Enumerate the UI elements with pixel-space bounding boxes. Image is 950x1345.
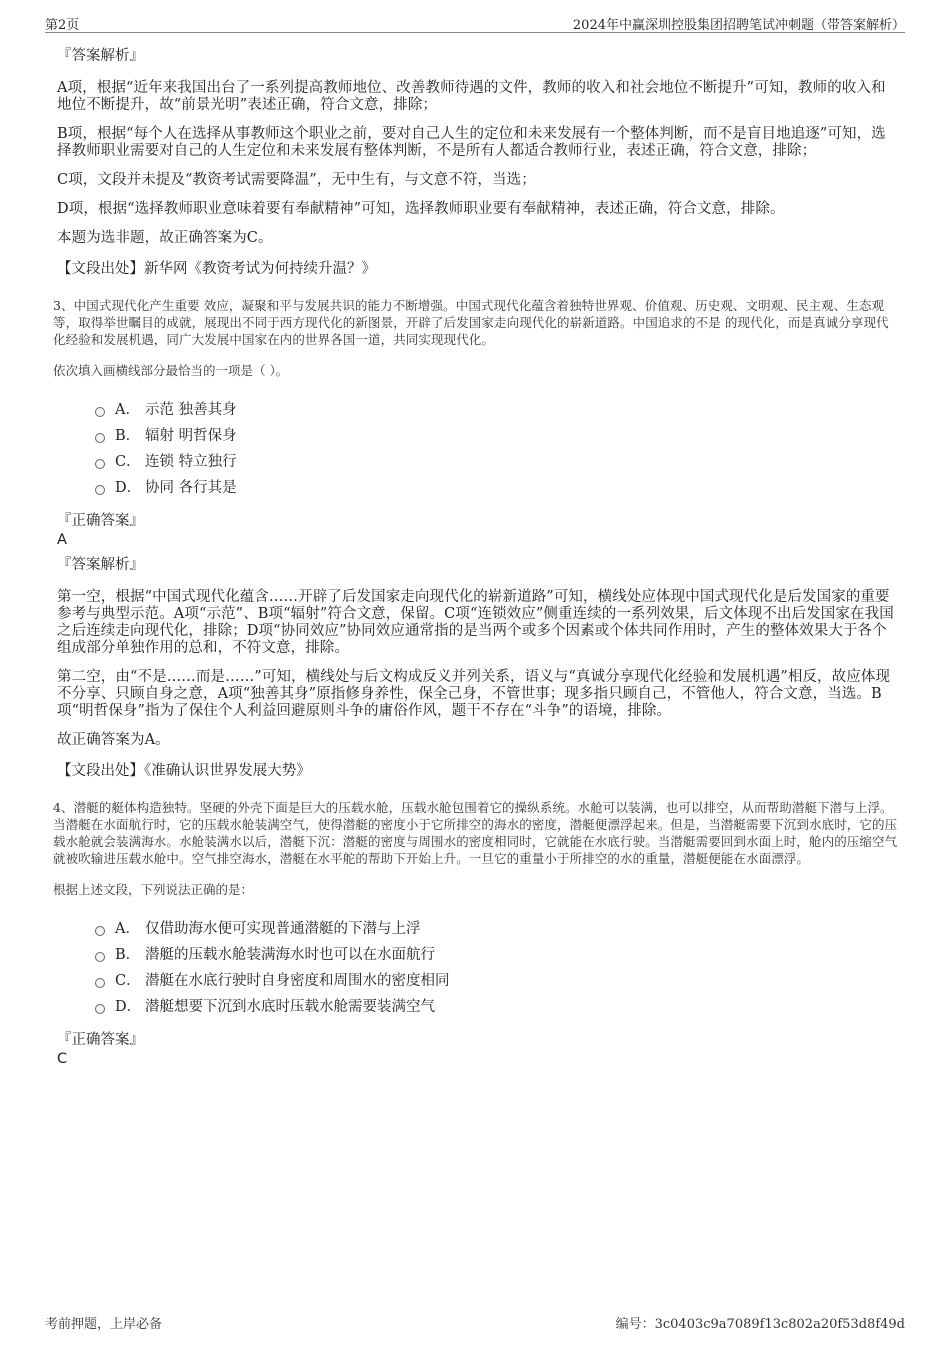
q3-prompt: 依次填入画横线部分最恰当的一项是（ ）。 <box>53 363 289 378</box>
radio-icon[interactable] <box>95 407 105 417</box>
q3-option-d[interactable] <box>95 475 895 501</box>
option-letter: B． <box>115 428 141 444</box>
q4-correct-answer: C <box>57 1051 68 1067</box>
q4-prompt: 根据上述文段，下列说法正确的是： <box>53 882 254 897</box>
option-letter: A． <box>115 921 140 937</box>
option-letter: B． <box>115 947 141 963</box>
q3-analysis-para: 第一空，根据“中国式现代化蕴含……开辟了后发国家走向现代化的崭新道路”可知，横线处应体现中国式现代化是后发国家的重要参考与典型示范。A项“示范”、B项“辐射”符合文意，保留。C项“连锁效应”侧重连续的一系列效果，后文体现不出后发国家在我国之后连续走向现代化，排除；D项“协同效应”协同效应通常指的是当两个或多个因素或个体共同作用时，产生的整体效果大于各个组成部分单独作用的总和，不符文意，排除。 <box>57 589 894 656</box>
option-text: 示范 独善其身 <box>145 402 237 418</box>
q4-option-b[interactable] <box>95 942 895 968</box>
q4-option-a[interactable] <box>95 916 895 942</box>
radio-icon[interactable] <box>95 978 105 988</box>
q2-conclusion: 本题为选非题，故正确答案为C。 <box>57 230 273 246</box>
page-footer <box>45 1311 905 1333</box>
option-text: 潜艇想要下沉到水底时压载水舱需要装满空气 <box>145 999 435 1015</box>
q2-analysis-para: C项，文段并未提及“教资考试需要降温”，无中生有，与文意不符，当选； <box>57 172 536 188</box>
q4-option-c[interactable] <box>95 968 895 994</box>
option-letter: C． <box>115 973 141 989</box>
page-number: 第2页 <box>45 18 80 33</box>
page-content <box>53 46 898 1074</box>
q3-analysis-label: 『答案解析』 <box>57 557 144 573</box>
option-letter: D． <box>115 480 142 496</box>
radio-icon[interactable] <box>95 952 105 962</box>
q3-source: 【文段出处】《准确认识世界发展大势》 <box>57 763 311 779</box>
q3-conclusion: 故正确答案为A。 <box>57 732 170 748</box>
q2-analysis-para: A项，根据“近年来我国出台了一系列提高教师地位、改善教师待遇的文件，教师的收入和社会地位不断提升”可知，教师的收入和地位不断提升，故“前景光明”表述正确，符合文意，排除； <box>57 80 886 113</box>
option-text: 协同 各行其是 <box>145 480 237 496</box>
option-text: 辐射 明哲保身 <box>145 428 237 444</box>
option-letter: A． <box>115 402 140 418</box>
q3-analysis-para: 第二空，由“不是……而是……”可知，横线处与后文构成反义并列关系，语义与“真诚分享现代化经验和发展机遇”相反，故应体现不分享、只顾自身之意，A项“独善其身”原指修身养性，保全己身，不管世事；现多指只顾自己，不管他人，符合文意，当选。B项“明哲保身”指为了保住个人利益回避原则斗争的庸俗作风，题干不存在“斗争”的语境，排除。 <box>57 669 891 719</box>
q3-option-a[interactable] <box>95 397 895 423</box>
q2-analysis-label: 『答案解析』 <box>57 48 144 64</box>
q4-option-d[interactable] <box>95 994 895 1020</box>
option-letter: C． <box>115 454 141 470</box>
q3-options <box>95 397 895 501</box>
q2-source: 【文段出处】新华网《教资考试为何持续升温？》 <box>57 261 376 277</box>
q3-correct-answer: A <box>57 532 67 548</box>
option-text: 潜艇在水底行驶时自身密度和周围水的密度相同 <box>145 973 450 989</box>
option-text: 潜艇的压载水舱装满海水时也可以在水面航行 <box>145 947 435 963</box>
q3-correct-label: 『正确答案』 <box>57 513 144 529</box>
radio-icon[interactable] <box>95 1004 105 1014</box>
page-header <box>45 12 905 33</box>
option-text: 仅借助海水便可实现普通潜艇的下潜与上浮 <box>145 921 421 937</box>
q4-options <box>95 916 895 1020</box>
q3-option-b[interactable] <box>95 423 895 449</box>
q3-option-c[interactable] <box>95 449 895 475</box>
radio-icon[interactable] <box>95 485 105 495</box>
q2-analysis-para: D项，根据“选择教师职业意味着要有奉献精神”可知，选择教师职业要有奉献精神，表述正确，符合文意，排除。 <box>57 201 785 217</box>
footer-slogan: 考前押题，上岸必备 <box>45 1317 163 1332</box>
document-id: 编号：3c0403c9a7089f13c802a20f53d8f49d <box>615 1317 905 1332</box>
radio-icon[interactable] <box>95 433 105 443</box>
q4-correct-label: 『正确答案』 <box>57 1032 144 1048</box>
q4-question-text: 4、潜艇的艇体构造独特。坚硬的外壳下面是巨大的压载水舱，压载水舱包围着它的操纵系统。水舱可以装满，也可以排空，从而帮助潜艇下潜与上浮。当潜艇在水面航行时，它的压载水舱装满空气，使得潜艇的密度小于它所排空的海水的密度，潜艇便漂浮起来。但是，当潜艇需要下沉到水底时，它的压载水舱就会装满海水。水舱装满水以后，潜艇下沉：潜艇的密度与周围水的密度相同时，它就能在水底行驶。当潜艇需要回到水面上时，舱内的压缩空气就被吹输进压载水舱中。空气排空海水，潜艇在水平舵的帮助下开始上升。一旦它的重量小于所排空的水的重量，潜艇便能在水面漂浮。 <box>53 800 898 866</box>
q2-analysis-para: B项，根据“每个人在选择从事教师这个职业之前，要对自己人生的定位和未来发展有一个整体判断，而不是盲目地追逐”可知，选择教师职业需要对自己的人生定位和未来发展有整体判断，不是所有人都适合教师行业，表述正确，符合文意，排除； <box>57 126 886 159</box>
radio-icon[interactable] <box>95 459 105 469</box>
radio-icon[interactable] <box>95 926 105 936</box>
option-text: 连锁 特立独行 <box>145 454 237 470</box>
q3-question-text: 3、中国式现代化产生重要 效应，凝聚和平与发展共识的能力不断增强。中国式现代化蕴含着独特世界观、价值观、历史观、文明观、民主观、生态观等，取得举世瞩目的成就，展现出不同于西方现代化的新图景，开辟了后发国家走向现代化的崭新道路。中国追求的不是 的现代化，而是真诚分享现代化经验和发展机遇，同广大发展中国家在内的世界各国一道，共同实现现代化。 <box>53 298 889 347</box>
document-title: 2024年中赢深圳控股集团招聘笔试冲刺题（带答案解析） <box>572 18 905 33</box>
option-letter: D． <box>115 999 142 1015</box>
